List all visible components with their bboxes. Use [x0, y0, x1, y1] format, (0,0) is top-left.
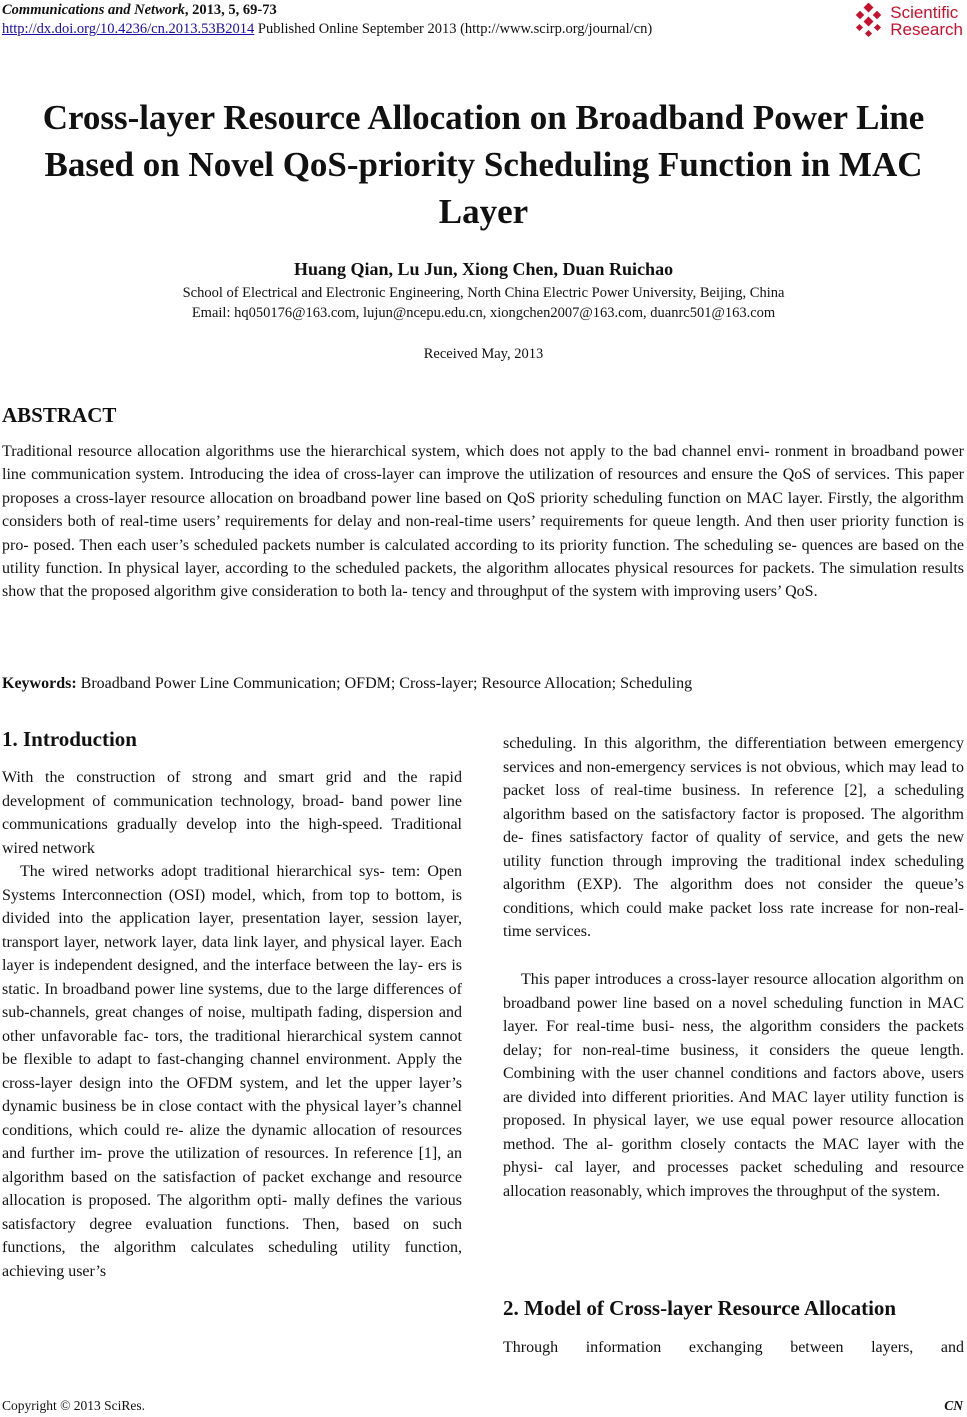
received-date: Received May, 2013 — [423, 346, 544, 362]
paper-title: Cross-layer Resource Allocation on Broadband Power Line Based on Novel QoS-priority Scheduling Function in MAC Layer — [42, 98, 925, 231]
abstract-text: Traditional resource allocation algorithms use the hierarchical system, which does not apply to the bad channel envi- ronment in broadband power line communication system. Introducing the idea of cross-layer can improve the utilization of resources and ensure the QoS of services. This paper proposes a cross-layer resource allocation on broadband power line based on QoS priority scheduling function on MAC layer. Firstly, the algorithm considers both of real-time users’ requirements for delay and non-real-time users’ requirements for queue length. And then user priority function is pro- posed. Then each user’s scheduled packets number is calculated according to its priority function. The scheduling se- quences are based on the utility function. In physical layer, according to the scheduled packets, the algorithm allocates physical resources for packets. The simulation results show that the proposed algorithm give consideration to both la- tency and throughput of the system with improving users’ QoS. — [2, 443, 964, 601]
keywords-label: Keywords: — [2, 675, 77, 692]
keywords — [2, 675, 692, 693]
model-heading: 2. Model of Cross-layer Resource Allocation — [503, 1296, 897, 1320]
keywords-text: Broadband Power Line Communication; OFDM; Cross-layer; Resource Allocation; Scheduling — [76, 675, 693, 692]
logo-line2: Research — [890, 20, 963, 39]
intro-paragraph-1: With the construction of strong and smart grid and the rapid development of communication technology, broad- band power line communications gradually develop into the high-speed. Traditional wired network — [2, 769, 462, 857]
intro-heading: 1. Introduction — [2, 727, 137, 751]
doi-link[interactable]: http://dx.doi.org/10.4236/cn.2013.53B2014 — [2, 21, 255, 37]
right-paragraph-2: This paper introduces a cross-layer resource allocation algorithm on broadband power line based on a novel scheduling function in MAC layer. For real-time busi- ness, the algorithm considers the packets delay; for non-real-time business, it considers the queue length. Combining with the user channel conditions and factors above, users are divided into different priorities. And MAC layer utility function is proposed. In physical layer, we use equal power resource allocation method. The al- gorithm closely contacts the MAC layer with the physi- cal layer, and processes packet scheduling and resource allocation reasonably, which improves the throughput of the system. — [503, 971, 964, 1200]
paper-authors: Huang Qian, Lu Jun, Xiong Chen, Duan Ruichao — [293, 259, 674, 279]
journal-abbrev: CN — [944, 1398, 963, 1413]
intro-paragraph-2: The wired networks adopt traditional hierarchical sys- tem: Open Systems Interconnection (OSI) model, which, from top to bottom, is divided into the application layer, presentation layer, session layer, transport layer, network layer, data link layer, and physical layer. Each layer is independent designed, and the interface between the lay- ers is static. In broadband power line systems, due to the large differences of sub-channels, great changes of noise, multipath fading, dispersion and other unfavorable fac- tors, the traditional hierarchical system cannot be flexible to adapt to fast-changing channel environment. Apply the cross-layer design into the OFDM system, and let the upper layer’s dynamic business be in close contact with the physical layer’s channel conditions, which could re- alize the dynamic allocation of resources and further im- prove the utilization of resources. In reference [1], an algorithm based on the satisfaction of packet exchange and resource allocation is proposed. The algorithm opti- mally defines the various satisfactory degree evaluation functions. Then, based on such functions, the algorithm calculates scheduling utility function, achieving user’s — [2, 863, 462, 1280]
journal-header — [2, 2, 277, 19]
scirp-logo-icon — [852, 3, 886, 39]
abstract-heading: ABSTRACT — [2, 403, 117, 427]
publisher-logo — [852, 3, 963, 39]
author-emails: Email: hq050176@163.com, lujun@ncepu.edu.cn, xiongchen2007@163.com, duanrc501@163.com — [191, 305, 776, 321]
model-paragraph-1: Through information exchanging between layers, and — [503, 1339, 964, 1356]
logo-line1: Scientific — [890, 3, 959, 22]
right-paragraph-1: scheduling. In this algorithm, the differentiation between emergency services and non-emergency services is not obvious, which may lead to packet loss of real-time business. In reference [2], a scheduling algorithm based on the satisfactory factor is proposed. The algorithm de- fines satisfactory factor of quality of service, and gets the new utility function through improving the traditional index scheduling algorithm (EXP). The algorithm does not consider the queue’s conditions, which could make packet loss rate increase for non-real-time services. — [503, 735, 964, 940]
affiliation: School of Electrical and Electronic Engineering, North China Electric Power University, Beijing, China — [182, 285, 785, 301]
logo-text — [890, 4, 963, 38]
copyright: Copyright © 2013 SciRes. — [2, 1398, 146, 1413]
volume-info: , 2013, 5, 69-73 — [184, 2, 277, 18]
published-info: Published Online September 2013 (http://www.scirp.org/journal/cn) — [254, 21, 653, 37]
journal-name: Communications and Network — [2, 2, 185, 18]
publication-line — [2, 21, 652, 38]
